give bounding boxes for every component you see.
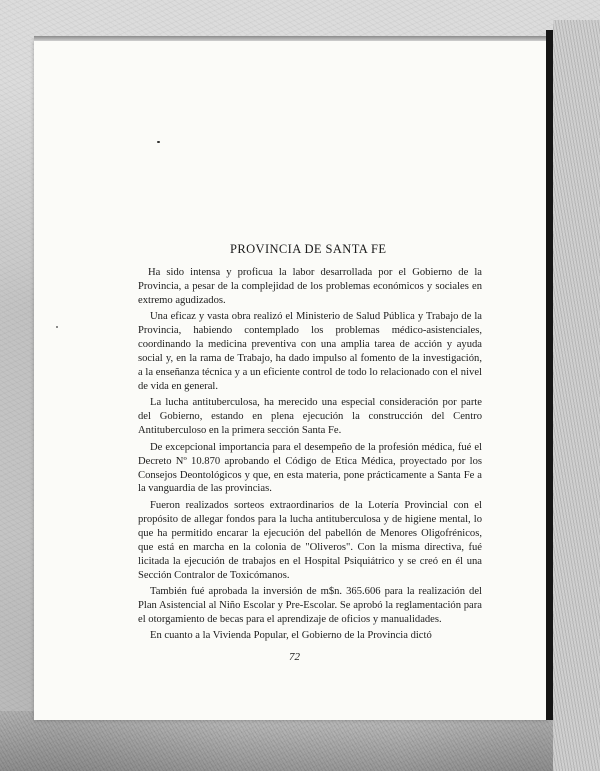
body-text xyxy=(138,266,482,646)
paragraph: También fué aprobada la inversión de m$n. 365.606 para la realización del Plan Asistencial al Niño Escolar y Pre-Escolar. Se aprobó la reglamentación para el otorgamiento de becas para el aprendizaje de oficios y manualidades. xyxy=(138,585,482,625)
page-right-edge xyxy=(546,30,553,720)
page-number: 72 xyxy=(289,651,300,663)
page-title: PROVINCIA DE SANTA FE xyxy=(230,242,387,256)
paragraph: De excepcional importancia para el desempeño de la profesión médica, fué el Decreto Nº 10.870 aprobando el Código de Etica Médica, proyectado por los Consejos Deontológicos y que, en esta materia, pone prácticamente a Santa Fe a la vanguardia de las provincias. xyxy=(138,441,482,495)
ink-speck xyxy=(56,326,58,328)
scan-bottom-band xyxy=(0,711,600,771)
paragraph: En cuanto a la Vivienda Popular, el Gobierno de la Provincia dictó xyxy=(150,630,432,642)
paragraph: Una eficaz y vasta obra realizó el Ministerio de Salud Pública y Trabajo de la Provincia, habiendo contemplado los problemas médico-asistenciales, coordinando la medicina preventiva con una amplia tarea de acción y ayuda social y, en la rama de Trabajo, ha dado impulso al fomento de la investigación, a la enseñanza técnica y a un eficiente control de todo lo relacionado con el nivel de vida en general. xyxy=(138,311,482,393)
paragraph: Ha sido intensa y proficua la labor desarrollada por el Gobierno de la Provincia, a pesar de la complejidad de los problemas económicos y sociales en extremo agudizados. xyxy=(138,267,482,306)
ink-speck xyxy=(157,141,160,143)
scan-right-strip xyxy=(553,20,600,771)
page-top-edge xyxy=(34,36,552,41)
paragraph: La lucha antituberculosa, ha merecido una especial consideración por parte del Gobierno, estando en plena ejecución la construcción del Centro Antituberculoso en la primera sección Santa Fe. xyxy=(138,397,482,437)
paragraph: Fueron realizados sorteos extraordinarios de la Lotería Provincial con el propósito de allegar fondos para la lucha antituberculosa y de higiene mental, lo que ha permitido encarar la ejecución del pabellón de Menores Oligofrénicos, que está en marcha en la colonia de "Oliveros". Con la misma directiva, fué licitada la ejecución de trabajos en el Hospital Psiquiátrico y se creó en él una Sección Contralor de Toxicómanos. xyxy=(138,499,482,581)
